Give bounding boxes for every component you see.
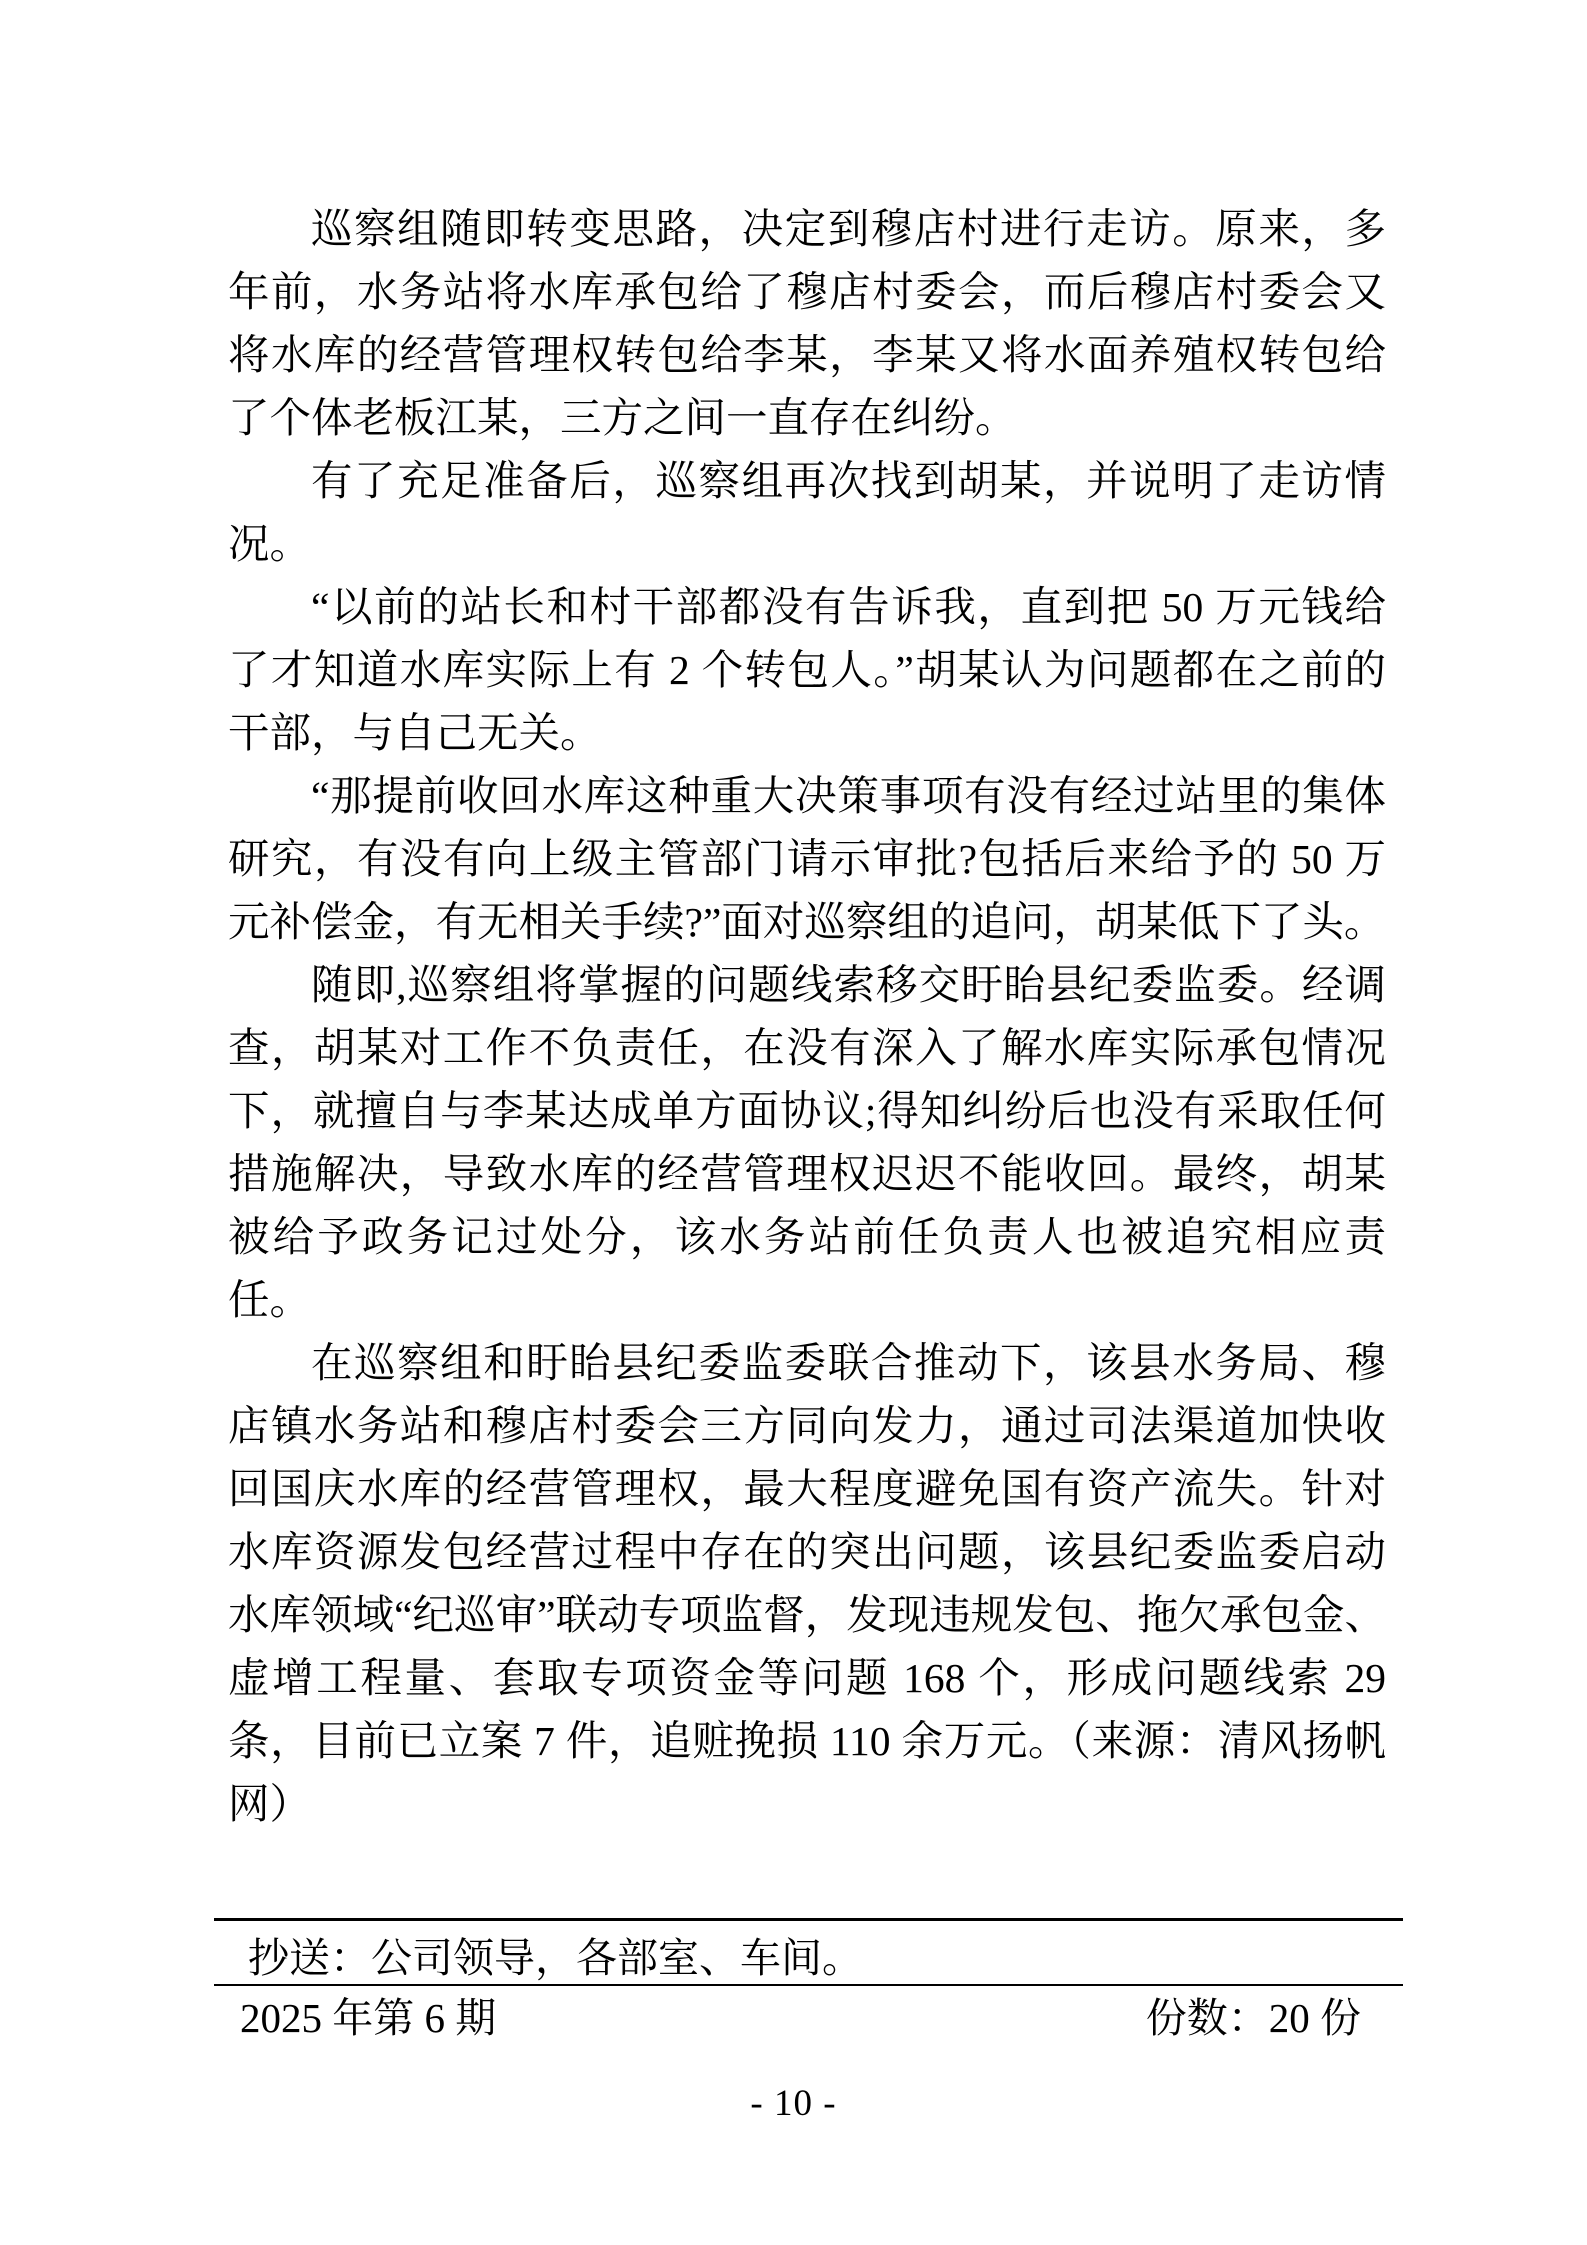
footer-divider-top <box>214 1918 1403 1921</box>
issue-row <box>240 1996 1361 2041</box>
page-number: - 10 - <box>750 2083 837 2124</box>
body-paragraph: “那提前收回水库这种重大决策事项有没有经过站里的集体研究，有没有向上级主管部门请示审批?包括后来给予的 50 万元补偿金，有无相关手续?”面对巡察组的追问，胡某低下了头。 <box>228 773 1386 945</box>
body-paragraph: 有了充足准备后，巡察组再次找到胡某，并说明了走访情况。 <box>228 458 1386 567</box>
body-paragraph: 巡察组随即转变思路，决定到穆店村进行走访。原来，多年前，水务站将水库承包给了穆店村委会，而后穆店村委会又将水库的经营管理权转包给李某，李某又将水面养殖权转包给了个体老板江某，三方之间一直存在纠纷。 <box>228 206 1386 441</box>
body-paragraph: “以前的站长和村干部都没有告诉我，直到把 50 万元钱给了才知道水库实际上有 2 个转包人。”胡某认为问题都在之前的干部，与自己无关。 <box>228 584 1386 756</box>
footer-divider-bottom <box>214 1984 1403 1986</box>
cc-line: 抄送：公司领导，各部室、车间。 <box>248 1935 863 1981</box>
issue-label: 2025 年第 6 期 <box>240 1995 497 2041</box>
body-paragraph: 随即,巡察组将掌握的问题线索移交盱眙县纪委监委。经调查，胡某对工作不负责任，在没有深入了解水库实际承包情况下，就擅自与李某达成单方面协议;得知纠纷后也没有采取任何措施解决，导致水库的经营管理权迟迟不能收回。最终，胡某被给予政务记过处分，该水务站前任负责人也被追究相应责任。 <box>228 962 1386 1323</box>
body-paragraph: 在巡察组和盱眙县纪委监委联合推动下，该县水务局、穆店镇水务站和穆店村委会三方同向发力，通过司法渠道加快收回国庆水库的经营管理权，最大程度避免国有资产流失。针对水库资源发包经营过程中存在的突出问题，该县纪委监委启动水库领域“纪巡审”联动专项监督，发现违规发包、拖欠承包金、虚增工程量、套取专项资金等问题 168 个，形成问题线索 29 条，目前已立案 7 件，追赃挽损 110 余万元。（来源：清风扬帆网） <box>228 1340 1386 1827</box>
copies-label: 份数：20 份 <box>1145 1995 1361 2041</box>
article-body <box>228 198 1386 1836</box>
